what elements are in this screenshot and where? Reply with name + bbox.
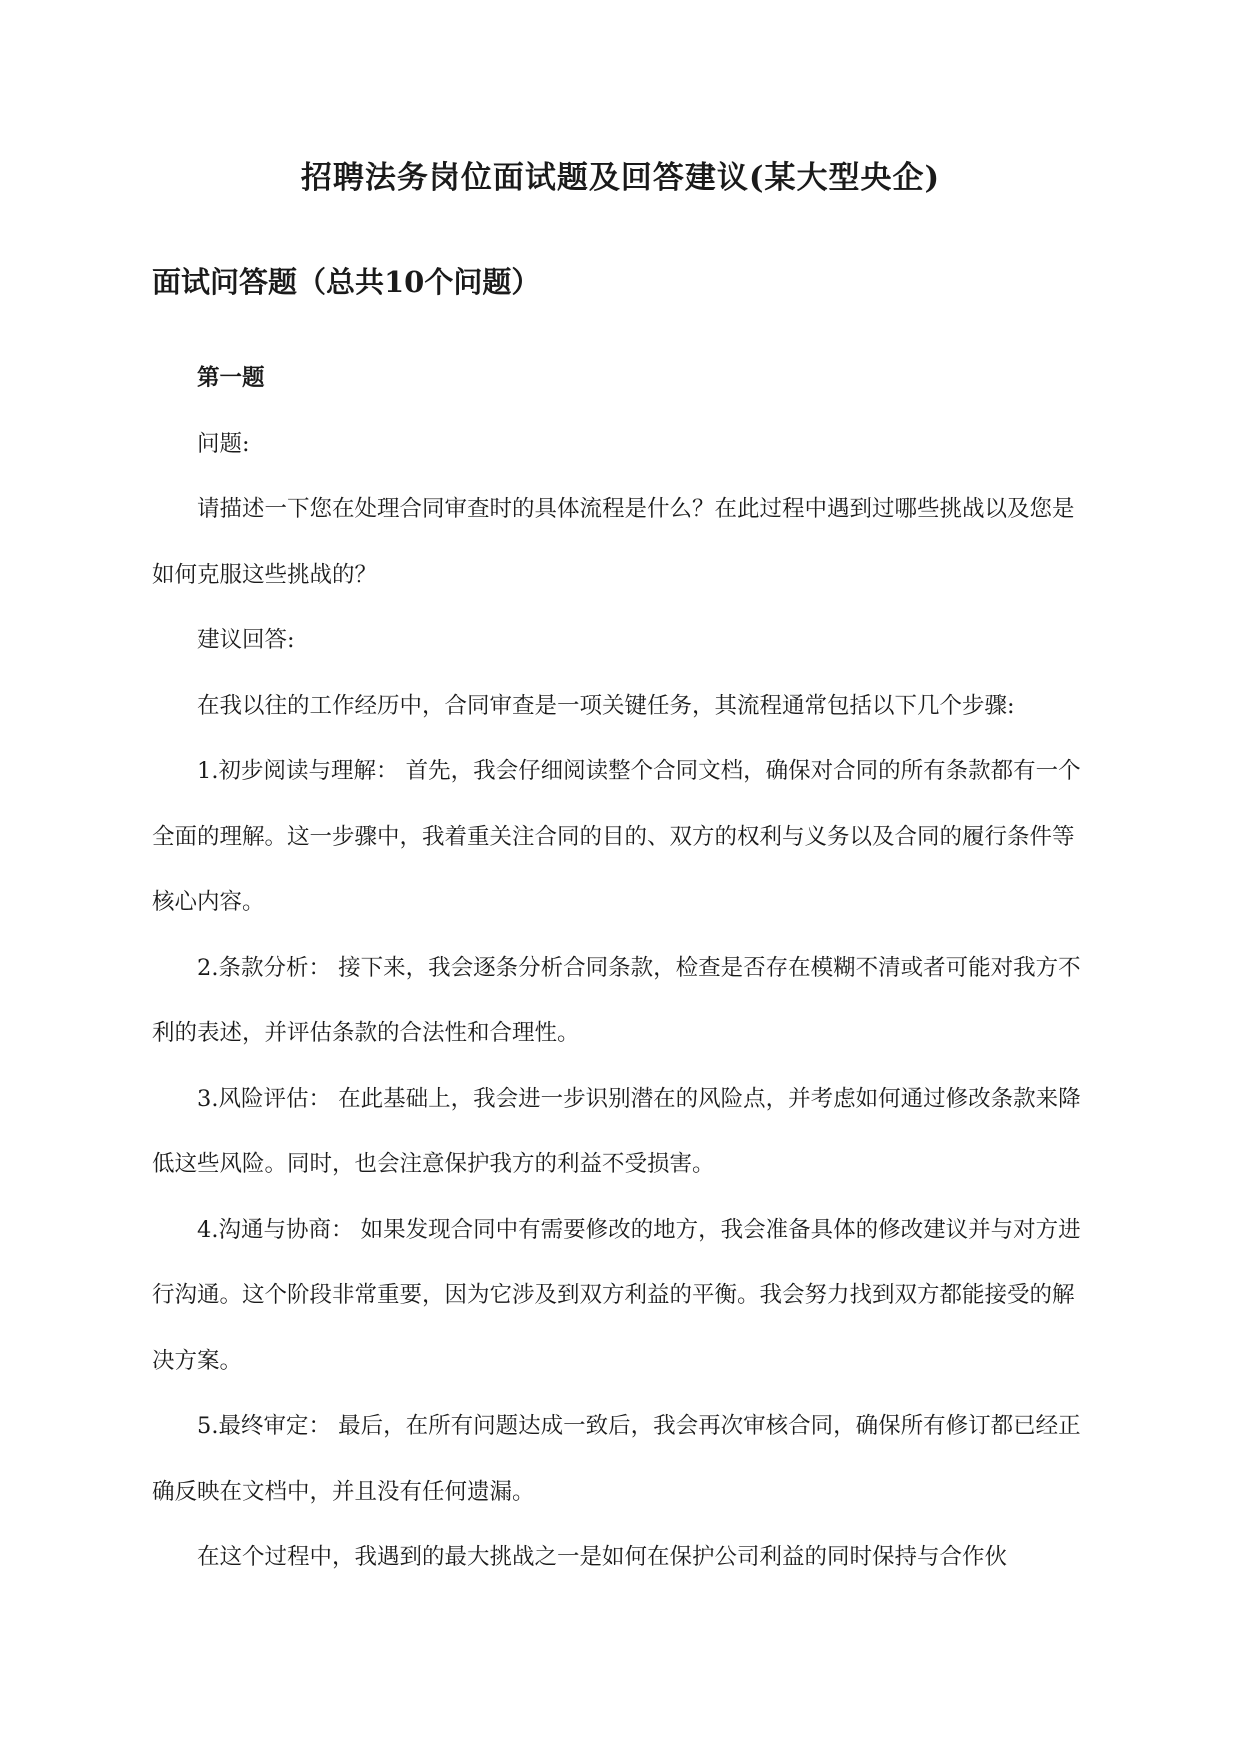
question-label: 问题: <box>197 430 250 457</box>
answer-label: 建议回答: <box>197 627 295 653</box>
question-text: 请描述一下您在处理合同审查时的具体流程是什么？在此过程中遇到过哪些挑战以及您是如何克服这些挑战的？ <box>152 496 1075 588</box>
answer-step-1: 1.初步阅读与理解： 首先，我会仔细阅读整个合同文档，确保对合同的所有条款都有一个全面的理解。这一步骤中，我着重关注合同的目的、双方的权利与义务以及合同的履行条件等核心内容。 <box>152 758 1081 915</box>
answer-intro: 在我以往的工作经历中，合同审查是一项关键任务，其流程通常包括以下几个步骤: <box>197 692 1015 719</box>
answer-step-3: 3.风险评估： 在此基础上，我会进一步识别潜在的风险点，并考虑如何通过修改条款来降低这些风险。同时，也会注意保护我方的利益不受损害。 <box>152 1085 1081 1177</box>
answer-step-4: 4.沟通与协商： 如果发现合同中有需要修改的地方，我会准备具体的修改建议并与对方进行沟通。这个阶段非常重要，因为它涉及到双方利益的平衡。我会努力找到双方都能接受的解决方案。 <box>152 1216 1081 1374</box>
question-1-block <box>152 346 1090 1591</box>
question-title: 第一题 <box>197 365 265 391</box>
answer-step-2: 2.条款分析： 接下来，我会逐条分析合同条款，检查是否存在模糊不清或者可能对我方不利的表述，并评估条款的合法性和合理性。 <box>152 954 1081 1046</box>
answer-closing: 在这个过程中，我遇到的最大挑战之一是如何在保护公司利益的同时保持与合作伙 <box>197 1544 1008 1570</box>
answer-step-5: 5.最终审定： 最后，在所有问题达成一致后，我会再次审核合同，确保所有修订都已经正确反映在文档中，并且没有任何遗漏。 <box>152 1413 1081 1505</box>
document-title: 招聘法务岗位面试题及回答建议(某大型央企) <box>300 160 941 196</box>
section-heading: 面试问答题（总共10个问题） <box>152 265 541 299</box>
